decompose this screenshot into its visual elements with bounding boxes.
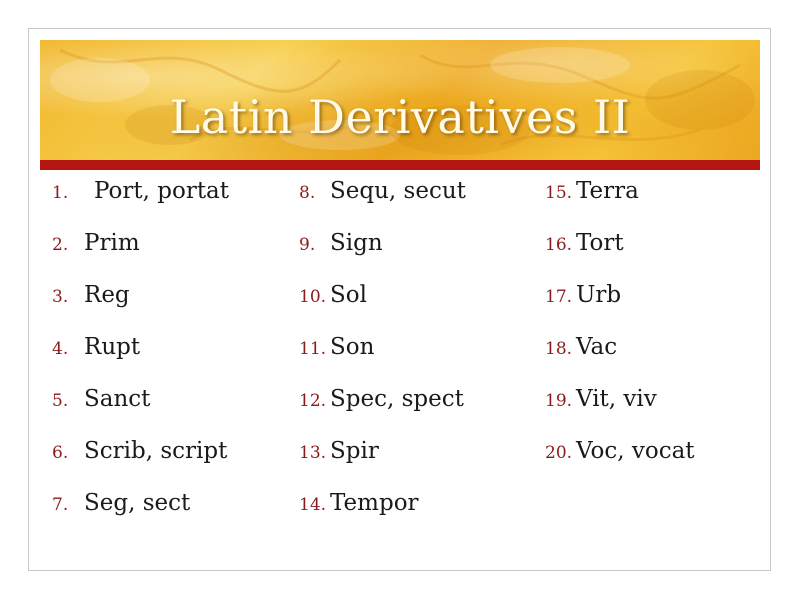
item-word: Sequ, secut	[330, 178, 466, 204]
list-item	[52, 178, 229, 230]
item-number: 20.	[545, 443, 573, 463]
item-word: Vac	[576, 334, 618, 360]
title-divider	[40, 160, 760, 170]
list-item	[52, 230, 229, 282]
item-word: Urb	[576, 282, 622, 308]
item-number: 2.	[52, 235, 69, 255]
list-column-2	[299, 178, 466, 542]
list-item	[52, 386, 229, 438]
item-number: 10.	[299, 287, 327, 307]
item-number: 11.	[299, 339, 327, 359]
item-number: 5.	[52, 391, 69, 411]
item-word: Tempor	[330, 490, 419, 516]
item-word: Sanct	[84, 386, 151, 412]
item-word: Reg	[84, 282, 130, 308]
item-number: 3.	[52, 287, 69, 307]
list-item	[52, 490, 229, 542]
list-column-3	[545, 178, 695, 490]
item-number: 16.	[545, 235, 573, 255]
item-word: Seg, sect	[84, 490, 191, 516]
item-word: Scrib, script	[84, 438, 228, 464]
item-number: 17.	[545, 287, 573, 307]
item-word: Terra	[576, 178, 639, 204]
item-number: 9.	[299, 235, 316, 255]
list-item	[545, 386, 695, 438]
list-item	[299, 386, 466, 438]
list-item	[52, 282, 229, 334]
item-word: Port, portat	[94, 178, 230, 204]
title-banner	[40, 40, 760, 160]
item-number: 15.	[545, 183, 573, 203]
list-column-1	[52, 178, 229, 542]
list-item	[299, 334, 466, 386]
list-item	[545, 230, 695, 282]
list-item	[299, 230, 466, 282]
item-number: 14.	[299, 495, 327, 515]
item-word: Son	[330, 334, 375, 360]
item-number: 19.	[545, 391, 573, 411]
list-item	[545, 438, 695, 490]
slide-title: Latin Derivatives II	[169, 90, 631, 144]
item-number: 18.	[545, 339, 573, 359]
item-word: Prim	[84, 230, 140, 256]
list-item	[299, 282, 466, 334]
list-item	[52, 438, 229, 490]
list-item	[545, 334, 695, 386]
list-item	[545, 178, 695, 230]
item-number: 7.	[52, 495, 69, 515]
item-number: 12.	[299, 391, 327, 411]
item-number: 13.	[299, 443, 327, 463]
item-number: 8.	[299, 183, 316, 203]
list-item	[52, 334, 229, 386]
list-item	[299, 490, 466, 542]
item-number: 1.	[52, 183, 69, 203]
list-item	[299, 178, 466, 230]
item-word: Voc, vocat	[576, 438, 695, 464]
item-word: Sol	[330, 282, 367, 308]
item-number: 4.	[52, 339, 69, 359]
item-word: Tort	[576, 230, 624, 256]
item-word: Spec, spect	[330, 386, 464, 412]
item-word: Spir	[330, 438, 379, 464]
list-item	[299, 438, 466, 490]
item-word: Rupt	[84, 334, 141, 360]
item-word: Vit, viv	[576, 386, 657, 412]
list-item	[545, 282, 695, 334]
item-number: 6.	[52, 443, 69, 463]
item-word: Sign	[330, 230, 383, 256]
